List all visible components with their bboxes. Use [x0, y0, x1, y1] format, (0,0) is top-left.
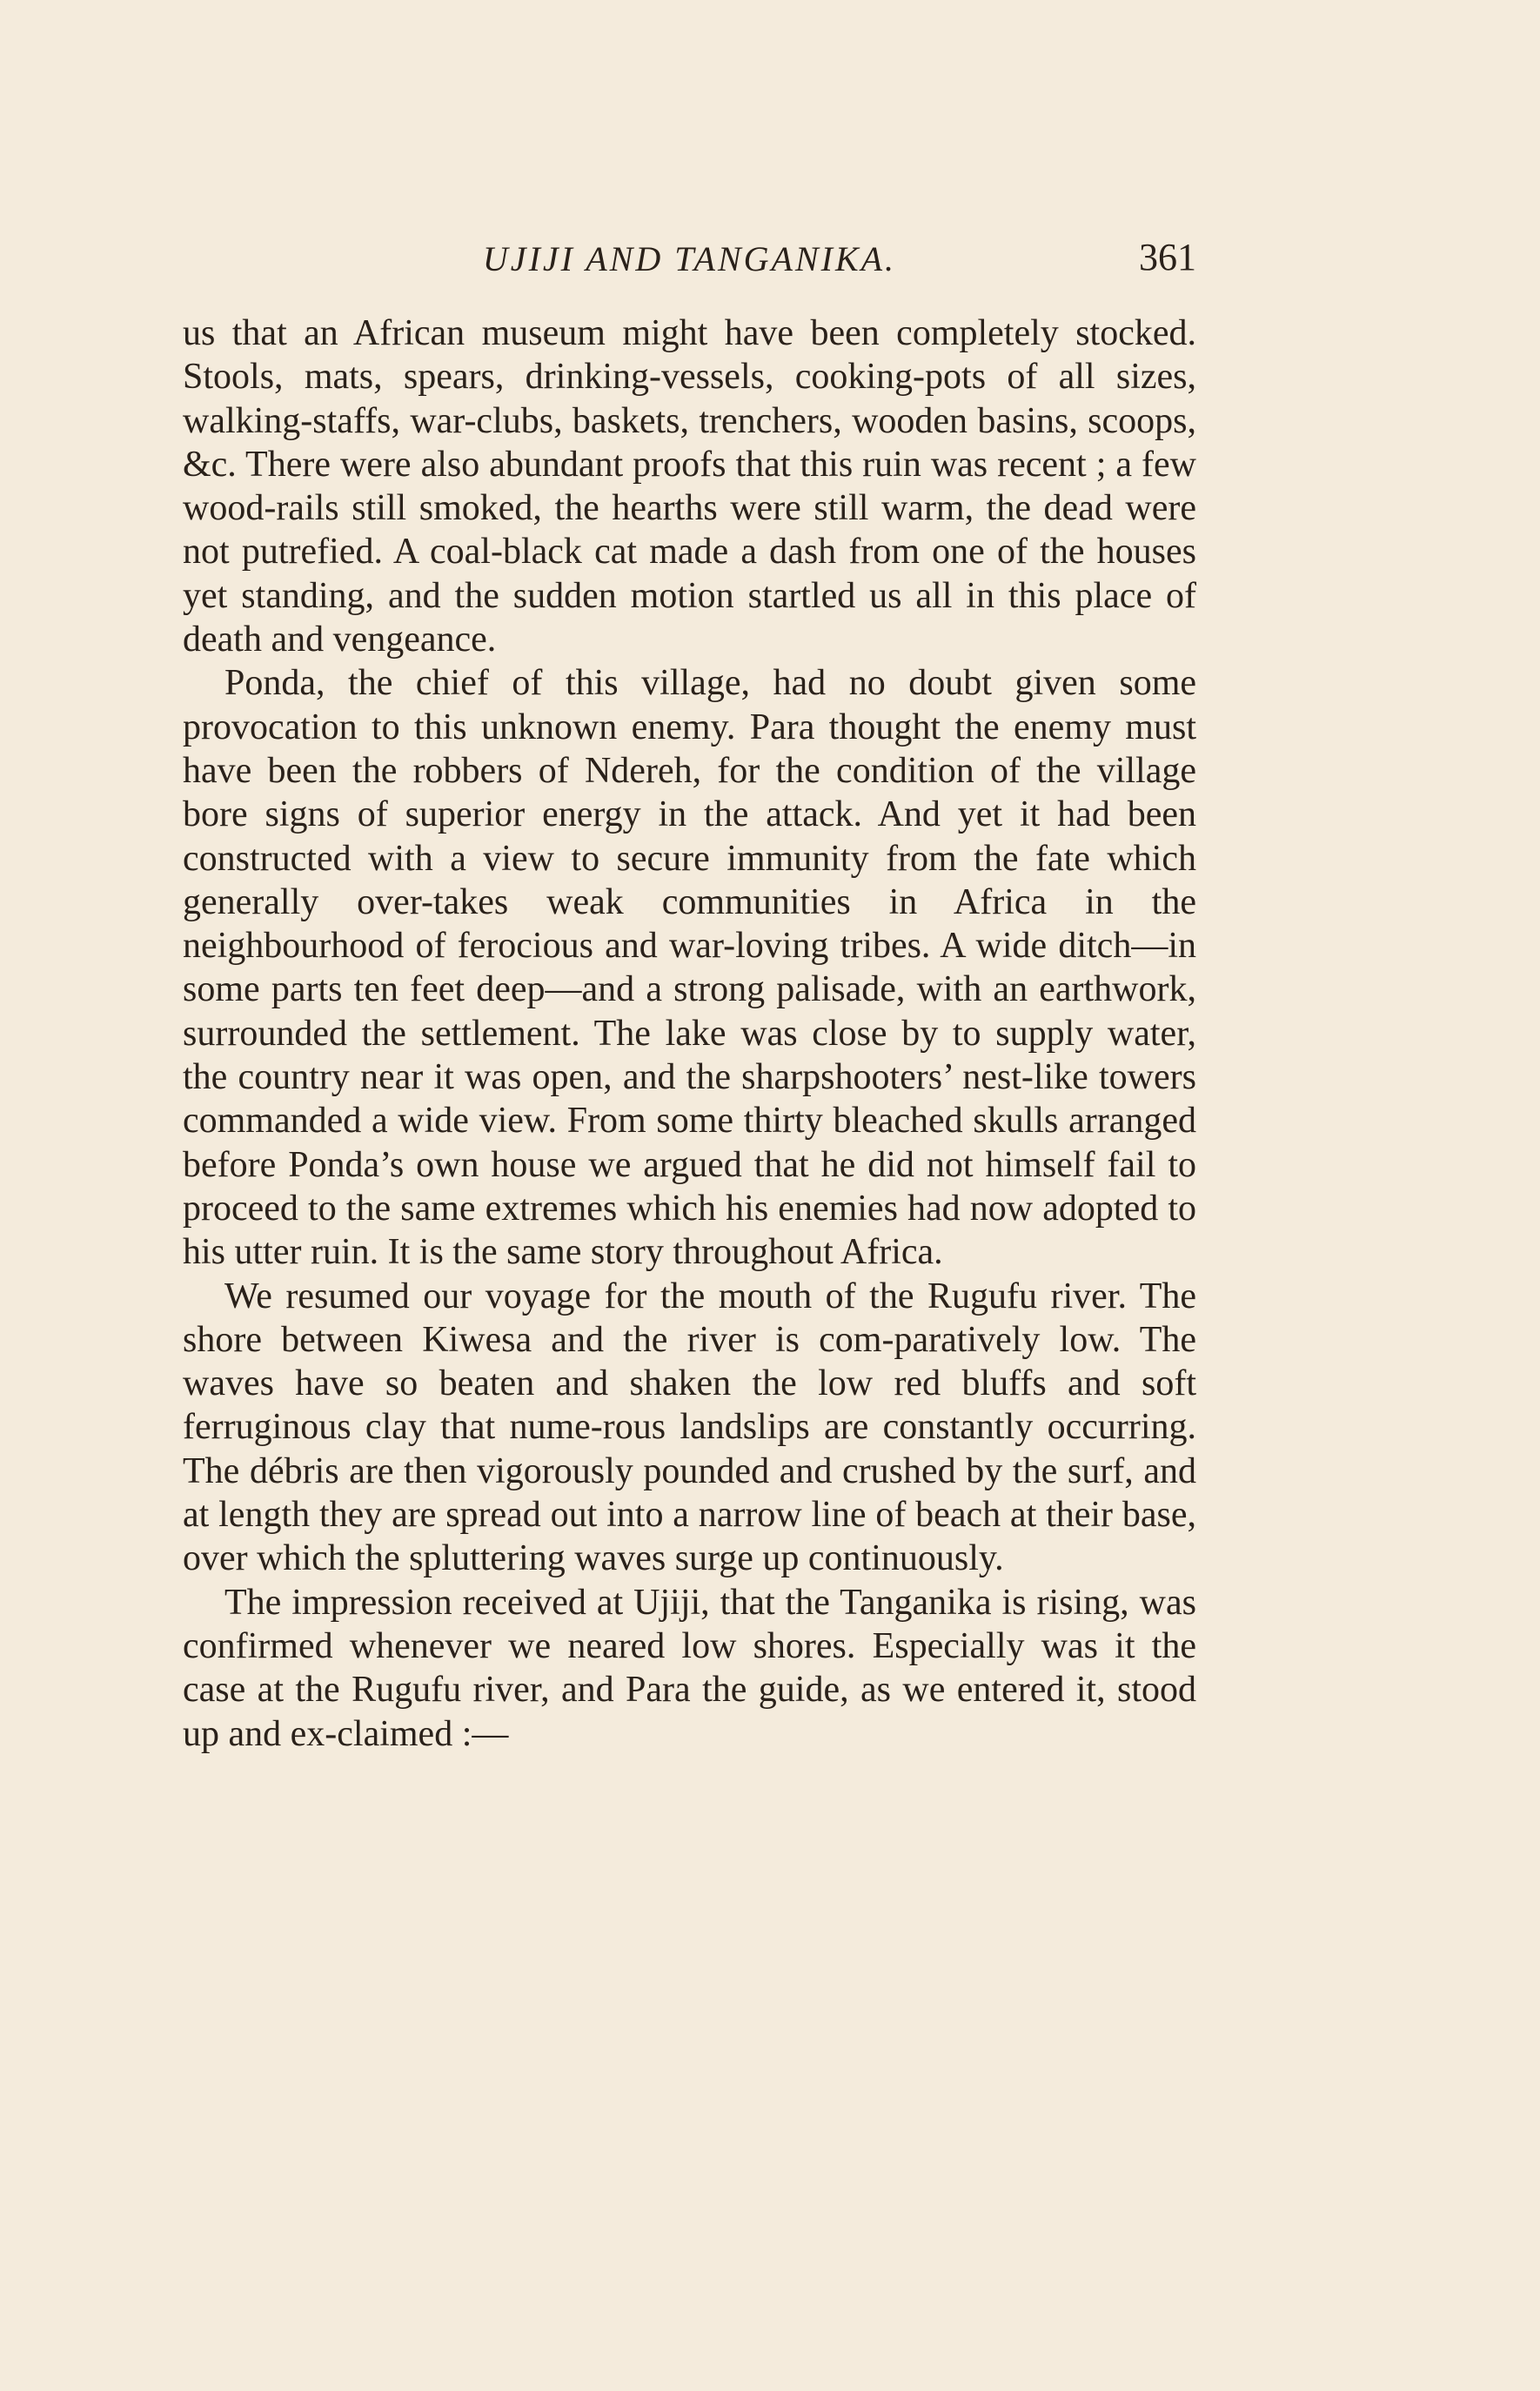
- running-title: UJIJI AND TANGANIKA.: [482, 239, 897, 278]
- body-text: [183, 311, 1196, 1756]
- paragraph-2: Ponda, the chief of this village, had no doubt given some provocation to this unknown enemy. Para thought the enemy must have been the robbers of Ndereh, for the condition of the village bore signs of superior energy in the attack. And yet it had been constructed with a view to secure immunity from the fate which generally over-takes weak communities in Africa in the neighbourhood of ferocious and war-loving tribes. A wide ditch—in some parts ten feet deep—and a strong palisade, with an earthwork, surrounded the settlement. The lake was close by to supply water, the country near it was open, and the sharpshooters’ nest-like towers commanded a wide view. From some thirty bleached skulls arranged before Ponda’s own house we argued that he did not himself fail to proceed to the same extremes which his enemies had now adopted to his utter ruin. It is the same story throughout Africa.: [183, 663, 1196, 1273]
- paragraph-3: We resumed our voyage for the mouth of the Rugufu river. The shore between Kiwesa and the river is com-paratively low. The waves have so beaten and shaken the low red bluffs and soft ferruginous clay that nume-rous landslips are constantly occurring. The débris are then vigorously pounded and crushed by the surf, and at length they are spread out into a narrow line of beach at their base, over which the spluttering waves surge up continuously.: [183, 1276, 1196, 1579]
- paragraph-4: The impression received at Ujiji, that the Tanganika is rising, was confirmed whenever we neared low shores. Especially was it the case at the Rugufu river, and Para the guide, as we entered it, stood up and ex-claimed :—: [183, 1582, 1196, 1754]
- page-number: 361: [1139, 236, 1196, 278]
- paragraph-1: us that an African museum might have been completely stocked. Stools, mats, spears, drinking-vessels, cooking-pots of all sizes, walking-staffs, war-clubs, baskets, trenchers, wooden basins, scoops, &c. There were also abundant proofs that this ruin was recent ; a few wood-rails still smoked, the hearths were still warm, the dead were not putrefied. A coal-black cat made a dash from one of the houses yet standing, and the sudden motion startled us all in this place of death and vengeance.: [183, 313, 1196, 660]
- running-head: [183, 235, 1196, 287]
